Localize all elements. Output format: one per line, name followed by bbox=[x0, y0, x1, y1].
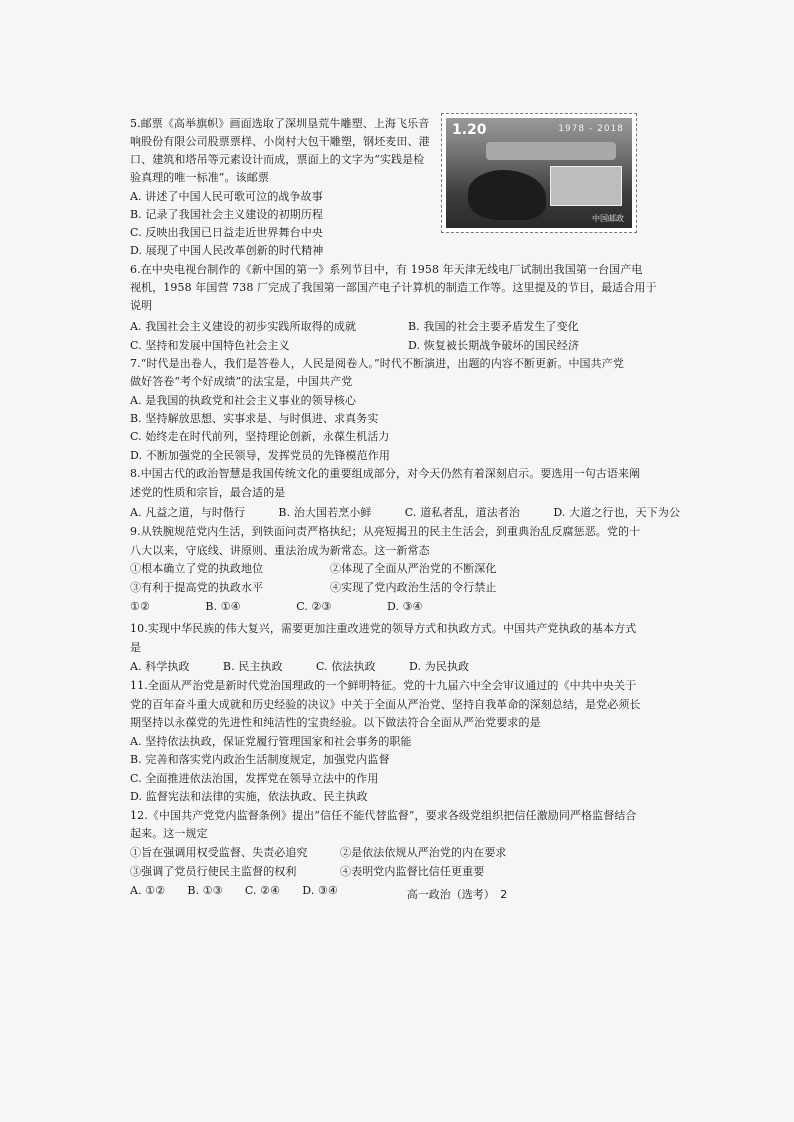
q7-option-b: B. 坚持解放思想、实事求是、与时俱进、求真务实 bbox=[130, 412, 379, 425]
q7-option-c: C. 始终走在时代前列，坚持理论创新，永葆生机活力 bbox=[130, 430, 390, 443]
q5-option-a: A. 讲述了中国人民可歌可泣的战争故事 bbox=[130, 190, 323, 203]
q5-line-1: 5.邮票《高举旗帜》画面选取了深圳垦荒牛雕塑、上海飞乐音 bbox=[130, 117, 430, 130]
q12-item-1: ①旨在强调用权受监督、失责必追究 bbox=[130, 846, 308, 859]
q11-option-d: D. 监督宪法和法律的实施，依法执政、民主执政 bbox=[130, 790, 368, 803]
q5-line-4: 验真理的唯一标准”。该邮票 bbox=[130, 171, 269, 184]
q5-line-3: 口、建筑和塔吊等元素设计而成，票面上的文字为“实践是检 bbox=[130, 153, 425, 166]
stamp-face-value: 1.20 bbox=[452, 122, 487, 138]
q12-items-34 bbox=[130, 865, 484, 879]
q5-option-b: B. 记录了我国社会主义建设的初期历程 bbox=[130, 208, 323, 221]
q8-options: A. 凡益之道，与时偕行 B. 治大国若烹小鲜 C. 道私者乱，道法者治 D. 大道之行也，天下为公 bbox=[130, 506, 681, 519]
q6-line-3: 说明 bbox=[130, 299, 153, 312]
q11-line-1: 11.全面从严治党是新时代党治国理政的一个鲜明特征。党的十九届六中全会审议通过的《中共中央关于 bbox=[130, 679, 637, 692]
q12-line-1: 12.《中国共产党党内监督条例》提出“信任不能代替监督”，要求各级党组织把信任激励同严格监督结合 bbox=[130, 809, 637, 822]
q6-option-b: B. 我国的社会主要矛盾发生了变化 bbox=[408, 320, 579, 333]
q8-line-1: 8.中国古代的政治智慧是我国传统文化的重要组成部分，对今天仍然有着深刻启示。要选用一句古语来阐 bbox=[130, 467, 641, 480]
q11-line-2: 党的百年奋斗重大成就和历史经验的决议》中关于全面从严治党、坚持自我革命的深刻总结，是党必须长 bbox=[130, 698, 641, 711]
q12-item-4: ④表明党内监督比信任更重要 bbox=[340, 865, 485, 878]
q6-options-cd bbox=[130, 339, 579, 353]
q6-line-1: 6.在中央电视台制作的《新中国的第一》系列节目中，有 1958 年天津无线电厂试制出我国第一台国产电 bbox=[130, 263, 643, 276]
q7-line-2: 做好答卷“考个好成绩”的法宝是，中国共产党 bbox=[130, 375, 353, 388]
q12-item-2: ②是依法依规从严治党的内在要求 bbox=[340, 846, 507, 859]
q9-item-3: ③有利于提高党的执政水平 bbox=[130, 581, 264, 594]
stamp-text-panel bbox=[550, 166, 622, 206]
q5-option-d: D. 展现了中国人民改革创新的时代精神 bbox=[130, 244, 324, 257]
stamp-country: 中国邮政 bbox=[592, 214, 624, 223]
q7-option-a: A. 是我国的执政党和社会主义事业的领导核心 bbox=[130, 394, 357, 407]
q9-item-4: ④实现了党内政治生活的令行禁止 bbox=[330, 581, 497, 594]
q11-option-c: C. 全面推进依法治国，发挥党在领导立法中的作用 bbox=[130, 772, 379, 785]
q6-option-d: D. 恢复被长期战争破坏的国民经济 bbox=[408, 339, 580, 352]
q5-line-2: 响股份有限公司股票票样、小岗村大包干雕塑，钢坯麦田、港 bbox=[130, 135, 430, 148]
q9-item-2: ②体现了全面从严治党的不断深化 bbox=[330, 562, 497, 575]
q9-items-12 bbox=[130, 562, 497, 576]
q7-line-1: 7.“时代是出卷人，我们是答卷人，人民是阅卷人。”时代不断演进，出题的内容不断更新。中国共产党 bbox=[130, 357, 624, 370]
q12-item-3: ③强调了党员行使民主监督的权利 bbox=[130, 865, 297, 878]
q6-option-c: C. 坚持和发展中国特色社会主义 bbox=[130, 339, 290, 352]
q12-line-2: 起来。这一规定 bbox=[130, 827, 208, 840]
stamp-artwork bbox=[446, 118, 632, 228]
q10-line-1: 10.实现中华民族的伟大复兴，需要更加注重改进党的领导方式和执政方式。中国共产党执政的基本方式 bbox=[130, 622, 637, 635]
q12-options: A. ①② B. ①③ C. ②④ D. ③④ bbox=[130, 884, 338, 897]
stamp-years: 1978 - 2018 bbox=[558, 124, 624, 134]
q9-item-1: ①根本确立了党的执政地位 bbox=[130, 562, 264, 575]
q5-option-c: C. 反映出我国已日益走近世界舞台中央 bbox=[130, 226, 323, 239]
stamp-image bbox=[441, 113, 637, 233]
q12-items-12 bbox=[130, 846, 507, 860]
q11-line-3: 期坚持以永葆党的先进性和纯洁性的宝贵经验。以下做法符合全面从严治党要求的是 bbox=[130, 716, 541, 729]
q9-line-1: 9.从铁腕规范党内生活，到铁面问责严格执纪；从亮短揭丑的民主生活会，到重典治乱反腐惩恶。党的十 bbox=[130, 525, 641, 538]
q10-line-2: 是 bbox=[130, 641, 142, 654]
stamp-bull-sculpture bbox=[468, 170, 546, 220]
q10-options: A. 科学执政 B. 民主执政 C. 依法执政 D. 为民执政 bbox=[130, 660, 470, 673]
q6-option-a: A. 我国社会主义建设的初步实践所取得的成就 bbox=[130, 320, 357, 333]
q6-line-2: 视机，1958 年国营 738 厂完成了我国第一部国产电子计算机的制造工作等。这里提及的节目，最适合用于 bbox=[130, 281, 657, 294]
q9-items-34 bbox=[130, 581, 497, 595]
q9-line-2: 八大以来，守底线、讲原则、重法治成为新常态。这一新常态 bbox=[130, 544, 430, 557]
stamp-skyline bbox=[486, 142, 616, 160]
q6-options-ab bbox=[130, 320, 579, 334]
q11-option-a: A. 坚持依法执政，保证党履行管理国家和社会事务的职能 bbox=[130, 735, 412, 748]
q8-line-2: 述党的性质和宗旨，最合适的是 bbox=[130, 486, 286, 499]
q11-option-b: B. 完善和落实党内政治生活制度规定，加强党内监督 bbox=[130, 753, 390, 766]
q7-option-d: D. 不断加强党的全民领导，发挥党员的先锋模范作用 bbox=[130, 449, 390, 462]
page-footer: 高一政治（选考） 2 bbox=[406, 888, 508, 901]
q9-options: ①② B. ①④ C. ②③ D. ③④ bbox=[130, 600, 423, 613]
